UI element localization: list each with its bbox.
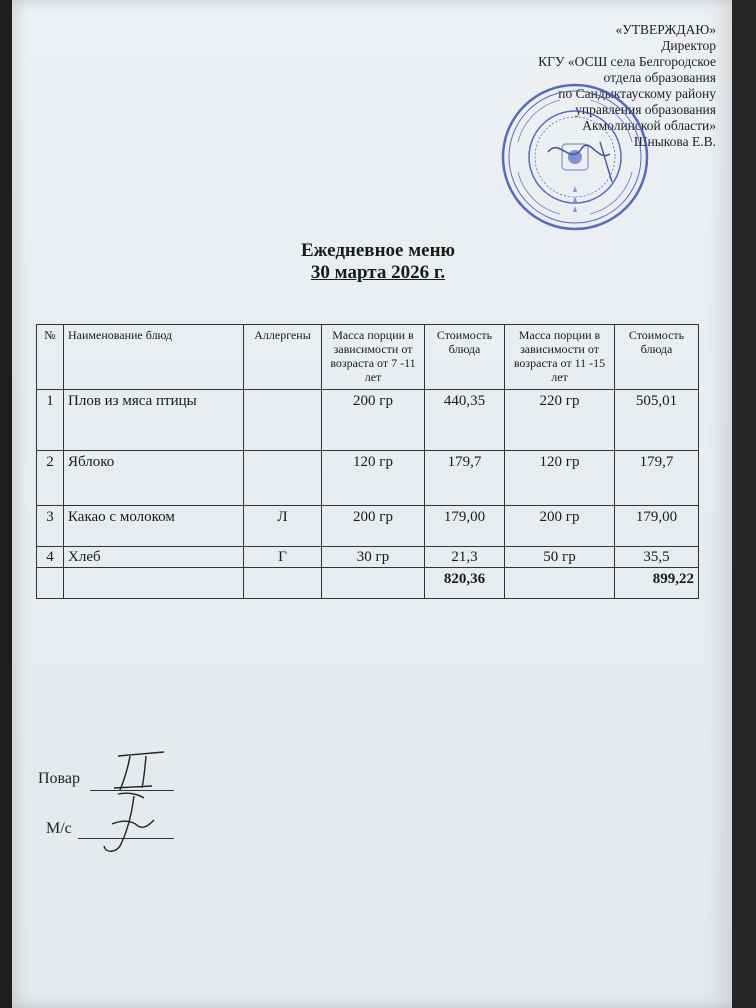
- cell-cost-7-11: 440,35: [425, 390, 505, 451]
- title-block: [0, 240, 756, 284]
- cell-mass-11-15: 220 гр: [505, 390, 615, 451]
- approval-line: Акмолинской области»: [582, 118, 716, 133]
- cook-signature: [112, 750, 172, 792]
- cell-mass-7-11: 200 гр: [322, 506, 425, 547]
- cell-mass-7-11: 30 гр: [322, 547, 425, 568]
- cell-empty: [64, 568, 244, 599]
- approval-line: Шныкова Е.В.: [633, 134, 716, 149]
- cook-label: Повар: [38, 770, 80, 787]
- header-mass-11-15: Масса порции в зависимости от возраста от 11 -15 лет: [505, 325, 615, 390]
- cell-empty: [244, 568, 322, 599]
- cell-mass-11-15: 200 гр: [505, 506, 615, 547]
- menu-date: 30 марта 2026 г.: [310, 262, 446, 283]
- cell-mass-11-15: 120 гр: [505, 451, 615, 506]
- header-number: №: [37, 325, 64, 390]
- cell-empty: [505, 568, 615, 599]
- cell-empty: [37, 568, 64, 599]
- header-cost-11-15: Стоимость блюда: [615, 325, 699, 390]
- approval-line: отдела образования: [603, 70, 716, 85]
- cell-number: 3: [37, 506, 64, 547]
- table-row: [37, 390, 699, 451]
- table-row: [37, 547, 699, 568]
- cell-mass-11-15: 50 гр: [505, 547, 615, 568]
- cell-allergen: [244, 451, 322, 506]
- table-row: [37, 506, 699, 547]
- cell-allergen: Л: [244, 506, 322, 547]
- header-allergens: Аллергены: [244, 325, 322, 390]
- approval-line: КГУ «ОСШ села Белгородское: [538, 54, 716, 69]
- cell-dish-name: Хлеб: [64, 547, 244, 568]
- cell-cost-11-15: 35,5: [615, 547, 699, 568]
- cell-allergen: Г: [244, 547, 322, 568]
- official-seal-stamp: [500, 82, 650, 232]
- table-row: [37, 451, 699, 506]
- cell-empty: [322, 568, 425, 599]
- cell-number: 4: [37, 547, 64, 568]
- cell-cost-7-11: 179,00: [425, 506, 505, 547]
- header-cost-7-11: Стоимость блюда: [425, 325, 505, 390]
- page-edge-right: [732, 0, 756, 1008]
- page-edge-left: [0, 0, 12, 1008]
- page-title: Ежедневное меню: [300, 240, 456, 261]
- cell-dish-name: Какао с молоком: [64, 506, 244, 547]
- cell-allergen: [244, 390, 322, 451]
- header-dish-name: Наименование блюд: [64, 325, 244, 390]
- cell-number: 1: [37, 390, 64, 451]
- cell-cost-7-11: 21,3: [425, 547, 505, 568]
- cell-cost-11-15: 505,01: [615, 390, 699, 451]
- cell-cost-11-15: 179,00: [615, 506, 699, 547]
- approval-line: «УТВЕРЖДАЮ»: [615, 22, 716, 37]
- menu-table: [36, 324, 699, 599]
- total-cost-7-11: 820,36: [425, 568, 505, 599]
- cell-mass-7-11: 120 гр: [322, 451, 425, 506]
- nurse-label: М/с: [46, 820, 72, 837]
- cell-dish-name: Плов из мяса птицы: [64, 390, 244, 451]
- cell-cost-11-15: 179,7: [615, 451, 699, 506]
- approval-line: управления образования: [575, 102, 716, 117]
- table-header-row: [37, 325, 699, 390]
- total-cost-11-15: 899,22: [615, 568, 699, 599]
- approval-line: по Сандыктаускому району: [558, 86, 716, 101]
- approval-line: Директор: [661, 38, 716, 53]
- table-total-row: [37, 568, 699, 599]
- header-mass-7-11: Масса порции в зависимости от возраста от 7 -11 лет: [322, 325, 425, 390]
- cell-number: 2: [37, 451, 64, 506]
- cell-mass-7-11: 200 гр: [322, 390, 425, 451]
- nurse-signature: [88, 790, 168, 862]
- cell-cost-7-11: 179,7: [425, 451, 505, 506]
- cell-dish-name: Яблоко: [64, 451, 244, 506]
